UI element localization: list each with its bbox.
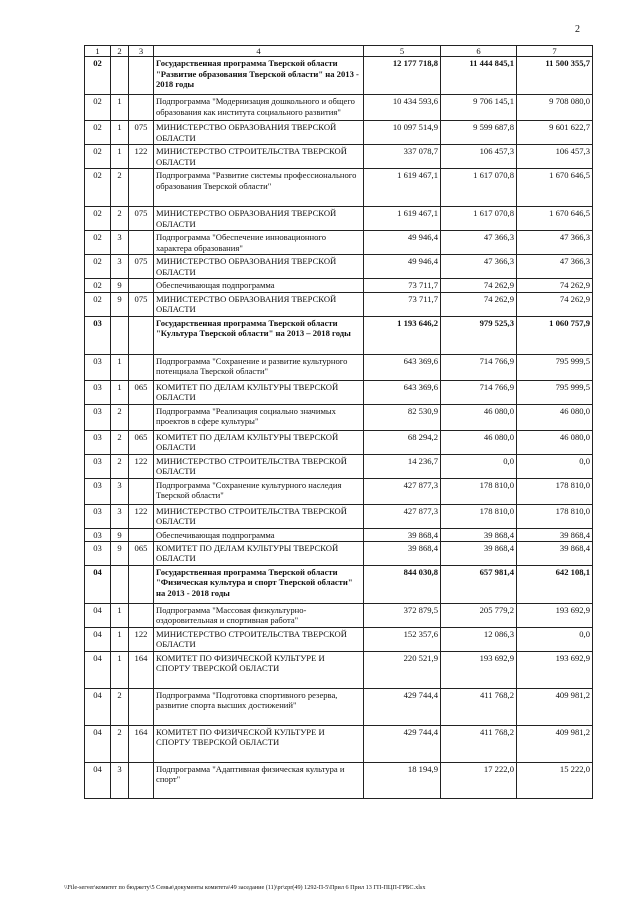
cell-name: МИНИСТЕРСТВО СТРОИТЕЛЬСТВА ТВЕРСКОЙ ОБЛАСТИ bbox=[154, 145, 364, 169]
cell-v5: 372 879,5 bbox=[364, 603, 441, 627]
cell-c2: 3 bbox=[111, 762, 129, 798]
cell-v6: 193 692,9 bbox=[441, 651, 517, 688]
cell-v5: 49 946,4 bbox=[364, 231, 441, 255]
cell-name: Государственная программа Тверской области "Развитие образования Тверской области" на 2013 - 2018 годы bbox=[154, 57, 364, 95]
cell-c1: 04 bbox=[85, 651, 111, 688]
cell-c2: 1 bbox=[111, 145, 129, 169]
header-cell: 4 bbox=[154, 46, 364, 57]
cell-v6: 106 457,3 bbox=[441, 145, 517, 169]
cell-v6: 11 444 845,1 bbox=[441, 57, 517, 95]
cell-c3 bbox=[129, 762, 154, 798]
table-row bbox=[85, 504, 593, 528]
table-row bbox=[85, 454, 593, 478]
header-cell: 3 bbox=[129, 46, 154, 57]
cell-v7: 47 366,3 bbox=[517, 255, 593, 279]
cell-c1: 04 bbox=[85, 627, 111, 651]
table-row bbox=[85, 169, 593, 207]
cell-name: МИНИСТЕРСТВО ОБРАЗОВАНИЯ ТВЕРСКОЙ ОБЛАСТИ bbox=[154, 207, 364, 231]
table-row bbox=[85, 528, 593, 541]
cell-v6: 47 366,3 bbox=[441, 231, 517, 255]
cell-name: КОМИТЕТ ПО ДЕЛАМ КУЛЬТУРЫ ТВЕРСКОЙ ОБЛАСТИ bbox=[154, 380, 364, 404]
cell-v6: 1 617 070,8 bbox=[441, 207, 517, 231]
cell-c1: 02 bbox=[85, 255, 111, 279]
cell-v6: 74 262,9 bbox=[441, 279, 517, 292]
cell-v5: 10 097 514,9 bbox=[364, 121, 441, 145]
cell-c3: 065 bbox=[129, 430, 154, 454]
table-row bbox=[85, 316, 593, 354]
cell-c1: 02 bbox=[85, 207, 111, 231]
cell-c2: 2 bbox=[111, 454, 129, 478]
budget-table bbox=[84, 45, 593, 799]
cell-v7: 47 366,3 bbox=[517, 231, 593, 255]
cell-name: Государственная программа Тверской области "Культура Тверской области" на 2013 – 2018 годы bbox=[154, 316, 364, 354]
table-row bbox=[85, 279, 593, 292]
cell-name: Подпрограмма "Развитие системы профессионального образования Тверской области" bbox=[154, 169, 364, 207]
header-cell: 7 bbox=[517, 46, 593, 57]
cell-c3: 065 bbox=[129, 380, 154, 404]
cell-c3: 065 bbox=[129, 541, 154, 565]
cell-c2: 2 bbox=[111, 404, 129, 430]
cell-c2 bbox=[111, 57, 129, 95]
cell-v7: 0,0 bbox=[517, 454, 593, 478]
cell-c1: 02 bbox=[85, 231, 111, 255]
cell-c1: 02 bbox=[85, 121, 111, 145]
cell-c3: 164 bbox=[129, 725, 154, 762]
cell-c2: 3 bbox=[111, 231, 129, 255]
cell-c1: 04 bbox=[85, 603, 111, 627]
cell-v5: 427 877,3 bbox=[364, 504, 441, 528]
cell-v5: 220 521,9 bbox=[364, 651, 441, 688]
cell-v6: 9 599 687,8 bbox=[441, 121, 517, 145]
cell-c3 bbox=[129, 354, 154, 380]
page-number: 2 bbox=[575, 24, 580, 35]
cell-v7: 178 810,0 bbox=[517, 504, 593, 528]
cell-v6: 39 868,4 bbox=[441, 528, 517, 541]
table-row bbox=[85, 121, 593, 145]
cell-c1: 02 bbox=[85, 145, 111, 169]
cell-v7: 795 999,5 bbox=[517, 354, 593, 380]
header-cell: 5 bbox=[364, 46, 441, 57]
cell-v7: 39 868,4 bbox=[517, 528, 593, 541]
cell-c2: 9 bbox=[111, 279, 129, 292]
cell-v7: 15 222,0 bbox=[517, 762, 593, 798]
cell-c3 bbox=[129, 688, 154, 725]
cell-v7: 46 080,0 bbox=[517, 404, 593, 430]
cell-c3 bbox=[129, 231, 154, 255]
cell-c2: 1 bbox=[111, 380, 129, 404]
cell-v5: 82 530,9 bbox=[364, 404, 441, 430]
cell-v5: 12 177 718,8 bbox=[364, 57, 441, 95]
cell-v6: 714 766,9 bbox=[441, 354, 517, 380]
cell-v5: 73 711,7 bbox=[364, 292, 441, 316]
cell-c2: 1 bbox=[111, 354, 129, 380]
cell-c3: 164 bbox=[129, 651, 154, 688]
cell-c1: 04 bbox=[85, 762, 111, 798]
cell-name: Государственная программа Тверской области "Физическая культура и спорт Тверской области" на 2013 - 2018 годы bbox=[154, 565, 364, 603]
cell-c3: 122 bbox=[129, 454, 154, 478]
cell-c1: 03 bbox=[85, 504, 111, 528]
cell-v7: 39 868,4 bbox=[517, 541, 593, 565]
table-row bbox=[85, 255, 593, 279]
table-row bbox=[85, 231, 593, 255]
cell-c1: 04 bbox=[85, 725, 111, 762]
cell-v7: 74 262,9 bbox=[517, 279, 593, 292]
cell-v5: 427 877,3 bbox=[364, 478, 441, 504]
cell-c3 bbox=[129, 95, 154, 121]
cell-c3: 122 bbox=[129, 627, 154, 651]
cell-v5: 14 236,7 bbox=[364, 454, 441, 478]
cell-c3 bbox=[129, 279, 154, 292]
table-header-row bbox=[85, 46, 593, 57]
cell-v6: 1 617 070,8 bbox=[441, 169, 517, 207]
cell-name: МИНИСТЕРСТВО СТРОИТЕЛЬСТВА ТВЕРСКОЙ ОБЛАСТИ bbox=[154, 627, 364, 651]
cell-c2: 1 bbox=[111, 651, 129, 688]
cell-v5: 73 711,7 bbox=[364, 279, 441, 292]
cell-c2: 3 bbox=[111, 478, 129, 504]
table-body bbox=[85, 46, 593, 799]
cell-c1: 03 bbox=[85, 528, 111, 541]
cell-v5: 844 030,8 bbox=[364, 565, 441, 603]
cell-name: Подпрограмма "Реализация социально значимых проектов в сфере культуры" bbox=[154, 404, 364, 430]
cell-c2: 3 bbox=[111, 504, 129, 528]
cell-v7: 1 670 646,5 bbox=[517, 207, 593, 231]
cell-v7: 642 108,1 bbox=[517, 565, 593, 603]
cell-v5: 39 868,4 bbox=[364, 528, 441, 541]
cell-c1: 03 bbox=[85, 430, 111, 454]
cell-v6: 979 525,3 bbox=[441, 316, 517, 354]
cell-v5: 18 194,9 bbox=[364, 762, 441, 798]
cell-c2: 2 bbox=[111, 688, 129, 725]
cell-c2: 9 bbox=[111, 292, 129, 316]
cell-c2: 1 bbox=[111, 121, 129, 145]
cell-c3: 075 bbox=[129, 207, 154, 231]
cell-c2: 1 bbox=[111, 627, 129, 651]
table-row bbox=[85, 651, 593, 688]
cell-v5: 68 294,2 bbox=[364, 430, 441, 454]
table-row bbox=[85, 95, 593, 121]
cell-c2: 9 bbox=[111, 541, 129, 565]
cell-name: МИНИСТЕРСТВО ОБРАЗОВАНИЯ ТВЕРСКОЙ ОБЛАСТИ bbox=[154, 255, 364, 279]
cell-v6: 17 222,0 bbox=[441, 762, 517, 798]
cell-name: Обеспечивающая подпрограмма bbox=[154, 279, 364, 292]
table-row bbox=[85, 145, 593, 169]
cell-v7: 106 457,3 bbox=[517, 145, 593, 169]
cell-c3 bbox=[129, 565, 154, 603]
cell-c2 bbox=[111, 565, 129, 603]
cell-c3: 122 bbox=[129, 504, 154, 528]
cell-c2: 2 bbox=[111, 430, 129, 454]
cell-v5: 152 357,6 bbox=[364, 627, 441, 651]
cell-v7: 409 981,2 bbox=[517, 725, 593, 762]
cell-c3 bbox=[129, 316, 154, 354]
table-row bbox=[85, 627, 593, 651]
table-row bbox=[85, 430, 593, 454]
cell-c2: 2 bbox=[111, 725, 129, 762]
cell-c2: 2 bbox=[111, 207, 129, 231]
cell-c3 bbox=[129, 603, 154, 627]
cell-v7: 193 692,9 bbox=[517, 603, 593, 627]
cell-v7: 74 262,9 bbox=[517, 292, 593, 316]
cell-v5: 429 744,4 bbox=[364, 725, 441, 762]
table-row bbox=[85, 57, 593, 95]
cell-v7: 11 500 355,7 bbox=[517, 57, 593, 95]
cell-c2: 3 bbox=[111, 255, 129, 279]
cell-c1: 03 bbox=[85, 541, 111, 565]
cell-name: МИНИСТЕРСТВО СТРОИТЕЛЬСТВА ТВЕРСКОЙ ОБЛАСТИ bbox=[154, 504, 364, 528]
cell-v5: 337 078,7 bbox=[364, 145, 441, 169]
table-row bbox=[85, 762, 593, 798]
cell-c3: 075 bbox=[129, 121, 154, 145]
cell-c1: 03 bbox=[85, 354, 111, 380]
table-row bbox=[85, 207, 593, 231]
cell-v5: 643 369,6 bbox=[364, 354, 441, 380]
cell-v7: 1 670 646,5 bbox=[517, 169, 593, 207]
cell-c1: 03 bbox=[85, 478, 111, 504]
cell-v7: 46 080,0 bbox=[517, 430, 593, 454]
cell-v5: 39 868,4 bbox=[364, 541, 441, 565]
cell-c1: 02 bbox=[85, 292, 111, 316]
cell-v6: 39 868,4 bbox=[441, 541, 517, 565]
cell-name: Подпрограмма "Модернизация дошкольного и общего образования как института социального развития" bbox=[154, 95, 364, 121]
cell-c1: 03 bbox=[85, 404, 111, 430]
cell-v6: 46 080,0 bbox=[441, 430, 517, 454]
cell-c3 bbox=[129, 478, 154, 504]
cell-c2 bbox=[111, 316, 129, 354]
cell-c3: 075 bbox=[129, 292, 154, 316]
table-row bbox=[85, 292, 593, 316]
cell-c1: 04 bbox=[85, 688, 111, 725]
cell-name: Подпрограмма "Подготовка спортивного резерва, развитие спорта высших достижений" bbox=[154, 688, 364, 725]
cell-c1: 03 bbox=[85, 454, 111, 478]
cell-name: МИНИСТЕРСТВО ОБРАЗОВАНИЯ ТВЕРСКОЙ ОБЛАСТИ bbox=[154, 121, 364, 145]
cell-c2: 1 bbox=[111, 95, 129, 121]
file-path-footer: \\File-server\комитет по бюджету\5 Семья\документы комитета\49 заседание (11)\pr\zpr(49) 1292-П-5\Прил 6 Прил 13 ГП-ПЦП-ГРБС.xlsx bbox=[64, 884, 426, 891]
cell-v5: 643 369,6 bbox=[364, 380, 441, 404]
cell-name: Обеспечивающая подпрограмма bbox=[154, 528, 364, 541]
cell-name: КОМИТЕТ ПО ДЕЛАМ КУЛЬТУРЫ ТВЕРСКОЙ ОБЛАСТИ bbox=[154, 430, 364, 454]
cell-c1: 03 bbox=[85, 380, 111, 404]
table-row bbox=[85, 725, 593, 762]
table-row bbox=[85, 603, 593, 627]
header-cell: 6 bbox=[441, 46, 517, 57]
cell-v5: 1 193 646,2 bbox=[364, 316, 441, 354]
cell-c3 bbox=[129, 404, 154, 430]
cell-v6: 74 262,9 bbox=[441, 292, 517, 316]
cell-name: Подпрограмма "Массовая физкультурно-оздоровительная и спортивная работа" bbox=[154, 603, 364, 627]
cell-v5: 1 619 467,1 bbox=[364, 207, 441, 231]
cell-v6: 657 981,4 bbox=[441, 565, 517, 603]
cell-c1: 02 bbox=[85, 57, 111, 95]
cell-name: КОМИТЕТ ПО ФИЗИЧЕСКОЙ КУЛЬТУРЕ И СПОРТУ ТВЕРСКОЙ ОБЛАСТИ bbox=[154, 651, 364, 688]
cell-v6: 714 766,9 bbox=[441, 380, 517, 404]
cell-v7: 409 981,2 bbox=[517, 688, 593, 725]
cell-c3 bbox=[129, 169, 154, 207]
cell-c1: 02 bbox=[85, 95, 111, 121]
cell-v6: 411 768,2 bbox=[441, 688, 517, 725]
table-row bbox=[85, 380, 593, 404]
table-row bbox=[85, 688, 593, 725]
table-row bbox=[85, 478, 593, 504]
cell-v7: 193 692,9 bbox=[517, 651, 593, 688]
cell-name: МИНИСТЕРСТВО СТРОИТЕЛЬСТВА ТВЕРСКОЙ ОБЛАСТИ bbox=[154, 454, 364, 478]
cell-c2: 1 bbox=[111, 603, 129, 627]
cell-c1: 02 bbox=[85, 169, 111, 207]
cell-v6: 411 768,2 bbox=[441, 725, 517, 762]
cell-c2: 9 bbox=[111, 528, 129, 541]
table-row bbox=[85, 354, 593, 380]
cell-v5: 429 744,4 bbox=[364, 688, 441, 725]
cell-name: Подпрограмма "Сохранение и развитие культурного потенциала Тверской области" bbox=[154, 354, 364, 380]
cell-v7: 1 060 757,9 bbox=[517, 316, 593, 354]
cell-v6: 47 366,3 bbox=[441, 255, 517, 279]
cell-name: КОМИТЕТ ПО ДЕЛАМ КУЛЬТУРЫ ТВЕРСКОЙ ОБЛАСТИ bbox=[154, 541, 364, 565]
cell-c3: 075 bbox=[129, 255, 154, 279]
cell-v5: 10 434 593,6 bbox=[364, 95, 441, 121]
cell-name: Подпрограмма "Адаптивная физическая культура и спорт" bbox=[154, 762, 364, 798]
cell-v7: 178 810,0 bbox=[517, 478, 593, 504]
cell-name: Подпрограмма "Обеспечение инновационного характера образования" bbox=[154, 231, 364, 255]
cell-v7: 9 708 080,0 bbox=[517, 95, 593, 121]
cell-v7: 0,0 bbox=[517, 627, 593, 651]
cell-v7: 795 999,5 bbox=[517, 380, 593, 404]
header-cell: 2 bbox=[111, 46, 129, 57]
header-cell: 1 bbox=[85, 46, 111, 57]
cell-v6: 178 810,0 bbox=[441, 504, 517, 528]
cell-v5: 1 619 467,1 bbox=[364, 169, 441, 207]
cell-v6: 205 779,2 bbox=[441, 603, 517, 627]
cell-c3 bbox=[129, 528, 154, 541]
cell-name: МИНИСТЕРСТВО ОБРАЗОВАНИЯ ТВЕРСКОЙ ОБЛАСТИ bbox=[154, 292, 364, 316]
cell-v6: 46 080,0 bbox=[441, 404, 517, 430]
table-row bbox=[85, 565, 593, 603]
cell-v6: 178 810,0 bbox=[441, 478, 517, 504]
cell-c1: 04 bbox=[85, 565, 111, 603]
cell-v6: 12 086,3 bbox=[441, 627, 517, 651]
cell-c3: 122 bbox=[129, 145, 154, 169]
cell-name: Подпрограмма "Сохранение культурного наследия Тверской области" bbox=[154, 478, 364, 504]
cell-c3 bbox=[129, 57, 154, 95]
cell-c2: 2 bbox=[111, 169, 129, 207]
table-row bbox=[85, 541, 593, 565]
cell-v7: 9 601 622,7 bbox=[517, 121, 593, 145]
table-row bbox=[85, 404, 593, 430]
cell-v5: 49 946,4 bbox=[364, 255, 441, 279]
cell-v6: 0,0 bbox=[441, 454, 517, 478]
cell-c1: 03 bbox=[85, 316, 111, 354]
cell-name: КОМИТЕТ ПО ФИЗИЧЕСКОЙ КУЛЬТУРЕ И СПОРТУ ТВЕРСКОЙ ОБЛАСТИ bbox=[154, 725, 364, 762]
cell-v6: 9 706 145,1 bbox=[441, 95, 517, 121]
cell-c1: 02 bbox=[85, 279, 111, 292]
